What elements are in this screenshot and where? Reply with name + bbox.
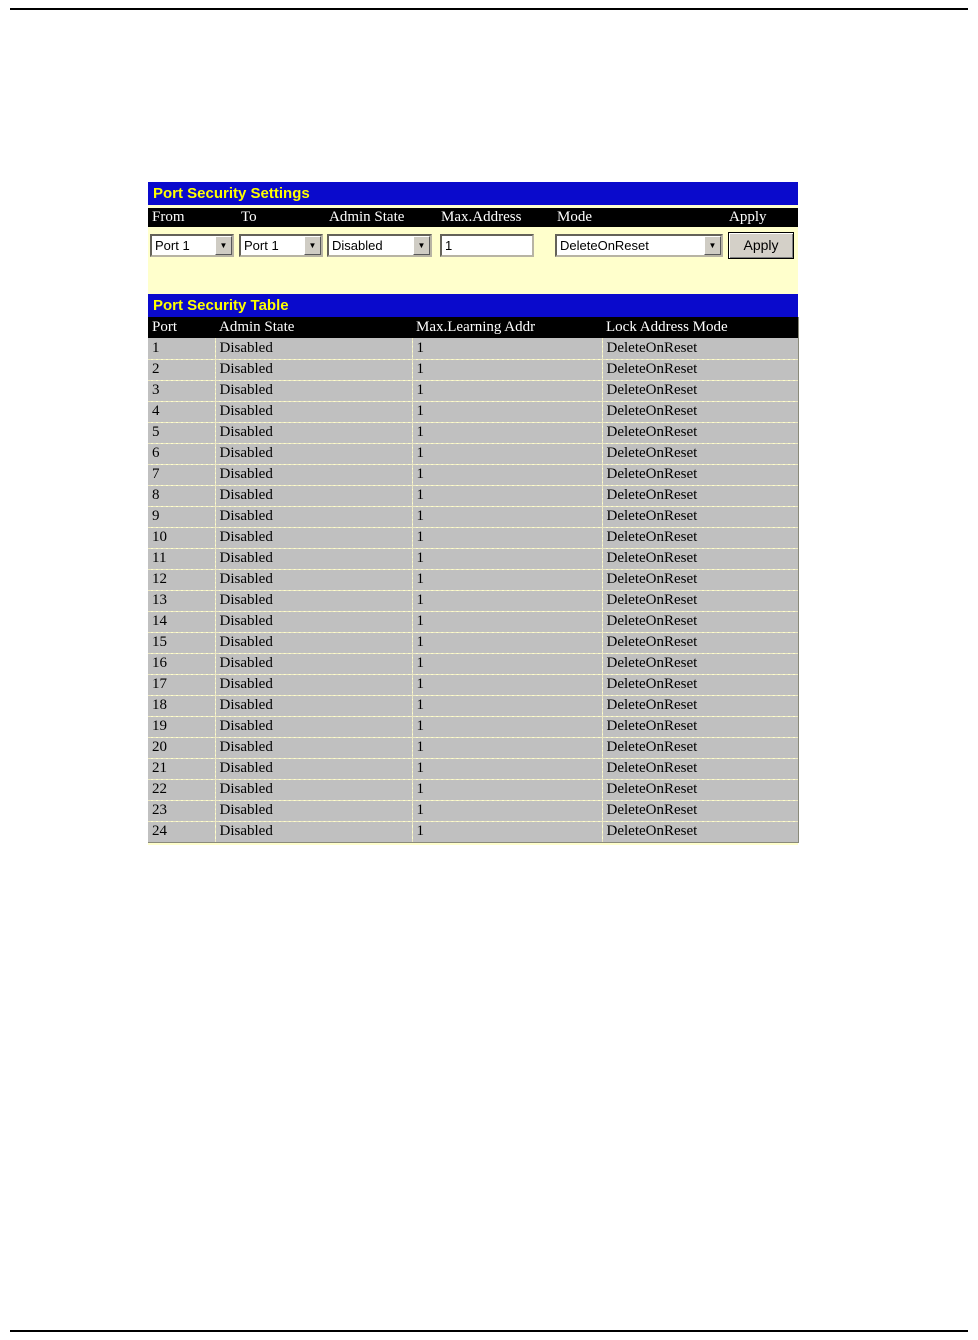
cell-admin-state: Disabled	[215, 758, 412, 779]
from-port-select[interactable]	[150, 234, 234, 257]
cell-admin-state: Disabled	[215, 611, 412, 632]
cell-lock-address-mode: DeleteOnReset	[602, 338, 798, 359]
cell-lock-address-mode: DeleteOnReset	[602, 611, 798, 632]
cell-port: 23	[148, 800, 215, 821]
cell-max-learning-addr: 1	[412, 359, 602, 380]
admin-state-select[interactable]	[327, 234, 432, 257]
table-header-admin-state: Admin State	[215, 317, 412, 338]
apply-button[interactable]: Apply	[728, 232, 794, 259]
port-security-page	[148, 182, 798, 845]
table-row	[148, 590, 798, 611]
cell-lock-address-mode: DeleteOnReset	[602, 548, 798, 569]
cell-admin-state: Disabled	[215, 716, 412, 737]
cell-lock-address-mode: DeleteOnReset	[602, 632, 798, 653]
chevron-down-icon[interactable]: ▼	[704, 236, 721, 255]
table-row	[148, 821, 798, 842]
table-header-max-learning-addr: Max.Learning Addr	[412, 317, 602, 338]
to-port-select[interactable]	[239, 234, 323, 257]
cell-lock-address-mode: DeleteOnReset	[602, 653, 798, 674]
cell-admin-state: Disabled	[215, 380, 412, 401]
cell-max-learning-addr: 1	[412, 569, 602, 590]
cell-port: 12	[148, 569, 215, 590]
cell-port: 15	[148, 632, 215, 653]
table-row	[148, 527, 798, 548]
settings-header-mode: Mode	[553, 208, 725, 227]
cell-admin-state: Disabled	[215, 338, 412, 359]
cell-lock-address-mode: DeleteOnReset	[602, 695, 798, 716]
table-row	[148, 569, 798, 590]
cell-admin-state: Disabled	[215, 506, 412, 527]
cell-lock-address-mode: DeleteOnReset	[602, 464, 798, 485]
cell-port: 21	[148, 758, 215, 779]
settings-header-to: To	[237, 208, 325, 227]
cell-lock-address-mode: DeleteOnReset	[602, 674, 798, 695]
table-row	[148, 338, 798, 359]
cell-lock-address-mode: DeleteOnReset	[602, 758, 798, 779]
cell-port: 1	[148, 338, 215, 359]
cell-port: 19	[148, 716, 215, 737]
cell-port: 2	[148, 359, 215, 380]
cell-lock-address-mode: DeleteOnReset	[602, 716, 798, 737]
cell-admin-state: Disabled	[215, 590, 412, 611]
cell-port: 7	[148, 464, 215, 485]
cell-max-learning-addr: 1	[412, 380, 602, 401]
cell-admin-state: Disabled	[215, 779, 412, 800]
cell-max-learning-addr: 1	[412, 779, 602, 800]
cell-admin-state: Disabled	[215, 632, 412, 653]
cell-admin-state: Disabled	[215, 800, 412, 821]
table-row	[148, 485, 798, 506]
table-row	[148, 464, 798, 485]
table-row	[148, 380, 798, 401]
port-security-settings-section	[148, 182, 798, 263]
table-row	[148, 716, 798, 737]
cell-lock-address-mode: DeleteOnReset	[602, 443, 798, 464]
table-row	[148, 632, 798, 653]
cell-lock-address-mode: DeleteOnReset	[602, 527, 798, 548]
cell-port: 17	[148, 674, 215, 695]
cell-admin-state: Disabled	[215, 359, 412, 380]
table-row	[148, 695, 798, 716]
port-security-table	[148, 317, 799, 843]
table-row	[148, 737, 798, 758]
cell-admin-state: Disabled	[215, 653, 412, 674]
cell-max-learning-addr: 1	[412, 506, 602, 527]
table-section-title: Port Security Table	[148, 294, 798, 317]
cell-lock-address-mode: DeleteOnReset	[602, 380, 798, 401]
cell-max-learning-addr: 1	[412, 821, 602, 842]
cell-lock-address-mode: DeleteOnReset	[602, 779, 798, 800]
cell-port: 14	[148, 611, 215, 632]
table-row	[148, 779, 798, 800]
settings-controls-row	[148, 227, 798, 263]
table-row	[148, 548, 798, 569]
table-header-lock-address-mode: Lock Address Mode	[602, 317, 798, 338]
cell-lock-address-mode: DeleteOnReset	[602, 821, 798, 842]
table-row	[148, 359, 798, 380]
max-address-input[interactable]	[440, 234, 534, 257]
cell-admin-state: Disabled	[215, 548, 412, 569]
cell-lock-address-mode: DeleteOnReset	[602, 590, 798, 611]
cell-admin-state: Disabled	[215, 695, 412, 716]
cell-port: 8	[148, 485, 215, 506]
cell-port: 24	[148, 821, 215, 842]
cell-max-learning-addr: 1	[412, 527, 602, 548]
table-row	[148, 674, 798, 695]
cell-admin-state: Disabled	[215, 464, 412, 485]
cell-max-learning-addr: 1	[412, 632, 602, 653]
cell-max-learning-addr: 1	[412, 548, 602, 569]
cell-port: 18	[148, 695, 215, 716]
cell-lock-address-mode: DeleteOnReset	[602, 401, 798, 422]
cell-max-learning-addr: 1	[412, 611, 602, 632]
cell-lock-address-mode: DeleteOnReset	[602, 485, 798, 506]
cell-port: 6	[148, 443, 215, 464]
table-row	[148, 443, 798, 464]
settings-header-from: From	[148, 208, 237, 227]
cell-port: 4	[148, 401, 215, 422]
table-header-port: Port	[148, 317, 215, 338]
table-row	[148, 422, 798, 443]
cell-max-learning-addr: 1	[412, 695, 602, 716]
cell-max-learning-addr: 1	[412, 464, 602, 485]
from-port-select-value: Port 1	[155, 237, 190, 253]
cell-admin-state: Disabled	[215, 737, 412, 758]
port-security-table-head	[148, 317, 798, 338]
cell-max-learning-addr: 1	[412, 716, 602, 737]
table-row	[148, 506, 798, 527]
cell-port: 10	[148, 527, 215, 548]
cell-max-learning-addr: 1	[412, 401, 602, 422]
settings-header-row	[148, 208, 798, 227]
cell-max-learning-addr: 1	[412, 422, 602, 443]
cell-max-learning-addr: 1	[412, 800, 602, 821]
cell-lock-address-mode: DeleteOnReset	[602, 569, 798, 590]
table-row	[148, 758, 798, 779]
port-security-table-body	[148, 338, 798, 842]
cell-lock-address-mode: DeleteOnReset	[602, 422, 798, 443]
table-row	[148, 800, 798, 821]
cell-admin-state: Disabled	[215, 821, 412, 842]
cell-admin-state: Disabled	[215, 401, 412, 422]
cell-lock-address-mode: DeleteOnReset	[602, 737, 798, 758]
cell-port: 3	[148, 380, 215, 401]
cell-port: 9	[148, 506, 215, 527]
settings-section-title: Port Security Settings	[148, 182, 798, 205]
cell-lock-address-mode: DeleteOnReset	[602, 506, 798, 527]
mode-select-value: DeleteOnReset	[560, 237, 649, 253]
cell-port: 16	[148, 653, 215, 674]
chevron-down-icon[interactable]: ▼	[304, 236, 321, 255]
cell-admin-state: Disabled	[215, 527, 412, 548]
chevron-down-icon[interactable]: ▼	[215, 236, 232, 255]
cell-admin-state: Disabled	[215, 443, 412, 464]
settings-header-admin-state: Admin State	[325, 208, 437, 227]
cell-max-learning-addr: 1	[412, 653, 602, 674]
admin-state-select-value: Disabled	[332, 237, 383, 253]
settings-header-max-address: Max.Address	[437, 208, 553, 227]
table-header-row	[148, 317, 798, 338]
cell-port: 22	[148, 779, 215, 800]
chevron-down-icon[interactable]: ▼	[413, 236, 430, 255]
table-row	[148, 611, 798, 632]
cell-max-learning-addr: 1	[412, 443, 602, 464]
cell-max-learning-addr: 1	[412, 590, 602, 611]
cell-max-learning-addr: 1	[412, 758, 602, 779]
page-top-border	[10, 8, 968, 10]
cell-port: 5	[148, 422, 215, 443]
cell-port: 20	[148, 737, 215, 758]
cell-port: 13	[148, 590, 215, 611]
page-bottom-border	[10, 1330, 968, 1332]
table-row	[148, 401, 798, 422]
cell-max-learning-addr: 1	[412, 338, 602, 359]
cell-lock-address-mode: DeleteOnReset	[602, 800, 798, 821]
cell-max-learning-addr: 1	[412, 674, 602, 695]
table-row	[148, 653, 798, 674]
cell-admin-state: Disabled	[215, 485, 412, 506]
to-port-select-value: Port 1	[244, 237, 279, 253]
cell-admin-state: Disabled	[215, 569, 412, 590]
settings-header-apply: Apply	[725, 208, 798, 227]
mode-select[interactable]	[555, 234, 723, 257]
cell-admin-state: Disabled	[215, 674, 412, 695]
port-security-table-section	[148, 294, 798, 843]
cell-port: 11	[148, 548, 215, 569]
cell-max-learning-addr: 1	[412, 737, 602, 758]
cell-lock-address-mode: DeleteOnReset	[602, 359, 798, 380]
cell-max-learning-addr: 1	[412, 485, 602, 506]
cell-admin-state: Disabled	[215, 422, 412, 443]
